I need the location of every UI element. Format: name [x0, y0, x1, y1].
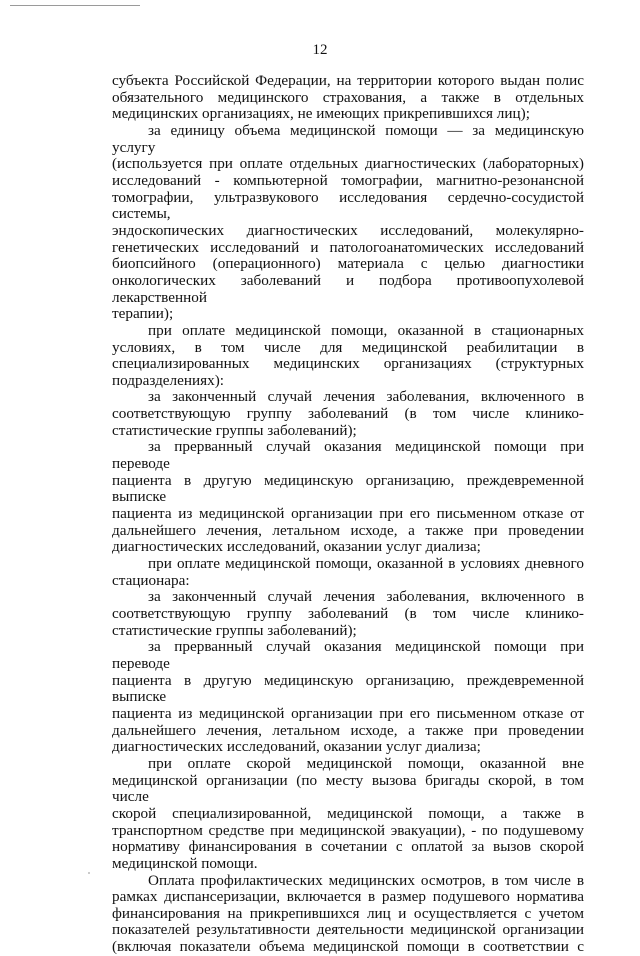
text-line: условиях, в том числе для медицинской реабилитации в [112, 338, 584, 356]
text-line: терапии); [112, 305, 174, 323]
text-line: показателей результативности деятельности медицинской организации [112, 921, 584, 939]
text-line: нормативу финансирования в сочетании с оплатой за вызов скорой [112, 838, 584, 856]
text-line: статистические группы заболеваний); [112, 421, 357, 439]
text-line: пациента из медицинской организации при его письменном отказе от [112, 704, 584, 722]
text-line: медицинских организациях, не имеющих прикрепившихся лиц); [112, 105, 530, 123]
scan-artifact [88, 872, 90, 874]
text-line: за прерванный случай оказания медицинской помощи при переводе [112, 638, 584, 672]
text-line: за прерванный случай оказания медицинской помощи при переводе [112, 438, 584, 473]
text-line: статистические группы заболеваний); [112, 621, 357, 639]
text-line: дальнейшего лечения, летальном исходе, а также при проведении [112, 521, 584, 539]
text-line: за единицу объема медицинской помощи — за медицинскую услугу [112, 121, 584, 156]
text-line: медицинской помощи. [112, 854, 258, 872]
text-line: генетических исследований и патологоанатомических исследований [112, 238, 584, 256]
text-line: соответствующую группу заболеваний (в том числе клинико- [112, 605, 584, 622]
text-line: финансирования на прикрепившихся лиц и осуществляется с учетом [112, 904, 584, 922]
text-line: диагностических исследований, оказании услуг диализа; [112, 538, 481, 556]
text-line: стационара: [112, 571, 190, 589]
text-line: скорой специализированной, медицинской помощи, а также в [112, 804, 584, 822]
text-line: диагностических исследований, оказании услуг диализа; [112, 738, 481, 756]
top-rule [10, 5, 140, 6]
text-line: пациента в другую медицинскую организацию, преждевременной выписке [112, 471, 584, 506]
text-line: (включая показатели объема медицинской помощи в соответствии с [112, 938, 584, 956]
text-line: биопсийного (операционного) материала с целью диагностики [112, 255, 584, 273]
text-line: при оплате медицинской помощи, оказанной в условиях дневного [148, 555, 584, 573]
text-line: при оплате скорой медицинской помощи, оказанной вне [148, 754, 584, 772]
text-line: за законченный случай лечения заболевания, включенного в [148, 388, 584, 406]
text-line: специализированных медицинских организациях (структурных [112, 355, 584, 373]
text-line: Оплата профилактических медицинских осмотров, в том числе в [148, 871, 584, 889]
page-number: 12 [312, 42, 328, 58]
text-line: пациента в другую медицинскую организацию, преждевременной выписке [112, 671, 584, 706]
text-line: дальнейшего лечения, летальном исходе, а также при проведении [112, 721, 584, 739]
body-text [112, 73, 584, 956]
text-line: онкологических заболеваний и подбора противоопухолевой лекарственной [112, 271, 584, 306]
text-line: обязательного медицинского страхования, а также в отдельных [112, 88, 584, 106]
text-line: рамках диспансеризации, включается в размер подушевого норматива [112, 888, 584, 906]
text-line: исследований - компьютерной томографии, магнитно-резонансной [112, 171, 584, 189]
text-line: томографии, ультразвукового исследования сердечно-сосудистой системы, [112, 188, 584, 223]
text-line: пациента из медицинской организации при его письменном отказе от [112, 505, 584, 523]
text-line: субъекта Российской Федерации, на территории которого выдан полис [112, 72, 584, 89]
text-line: транспортном средстве при медицинской эвакуации), - по подушевому [112, 821, 584, 839]
text-line: соответствующую группу заболеваний (в том числе клинико- [112, 405, 584, 423]
text-line: за законченный случай лечения заболевания, включенного в [148, 588, 584, 606]
text-line: при оплате медицинской помощи, оказанной в стационарных [148, 321, 584, 339]
text-line: медицинской организации (по месту вызова бригады скорой, в том числе [112, 771, 584, 806]
text-line: (используется при оплате отдельных диагностических (лабораторных) [112, 155, 584, 173]
text-line: подразделениях): [112, 371, 224, 389]
text-line: эндоскопических диагностических исследований, молекулярно- [112, 221, 584, 239]
